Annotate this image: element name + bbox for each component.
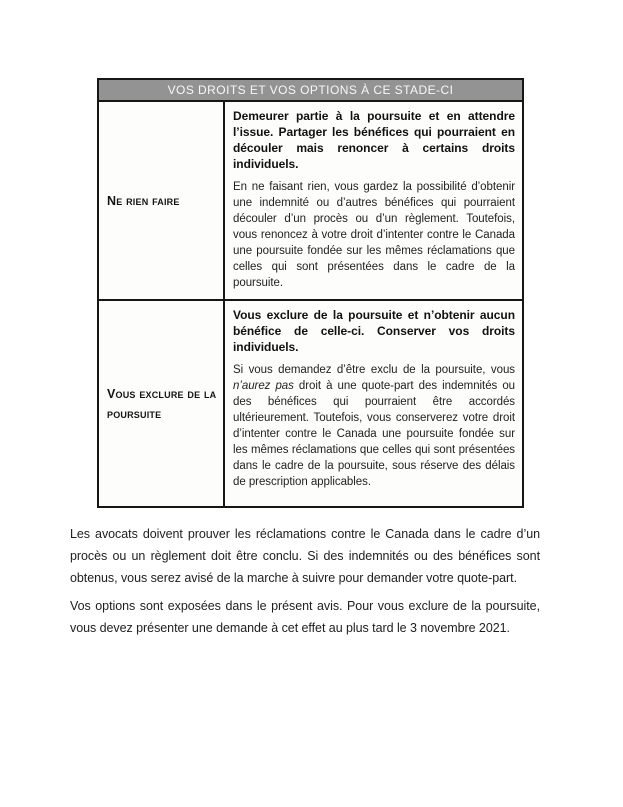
option-description-do-nothing: [225, 102, 522, 299]
table-row-do-nothing: [99, 102, 522, 301]
option-cell-opt-out: [99, 301, 225, 506]
opt-out-details: [233, 362, 515, 490]
option-label-do-nothing: Ne rien faire: [107, 193, 180, 208]
do-nothing-details: En ne faisant rien, vous gardez la possibilité d’obtenir une indemnité ou d’autres bénéfices qui pourraient découler d’un procès ou d’un règlement. Toutefois, vous renoncez à votre droit d’intenter contre le Canada une poursuite fondée sur les mêmes réclamations que celles qui sont présentées dans le cadre de la poursuite.: [233, 181, 515, 289]
do-nothing-summary-bold: Demeurer partie à la poursuite et en attendre l’issue. Partager les bénéfices qui pourraient en découler mais renoncer à certains droits individuels.: [233, 109, 515, 171]
notice-body-text: [70, 524, 540, 647]
table-row-opt-out: [99, 301, 522, 506]
opt-out-details-pre: Si vous demandez d’être exclu de la poursuite, vous: [233, 364, 515, 376]
opt-out-summary-bold: Vous exclure de la poursuite et n’obtenir aucun bénéfice de celle-ci. Conserver vos droits individuels.: [233, 308, 515, 354]
paragraph-lawyers-claims: Les avocats doivent prouver les réclamations contre le Canada dans le cadre d’un procès ou un règlement doit être conclu. Si des indemnités ou des bénéfices sont obtenus, vous serez avisé de la marche à suivre pour demander votre quote-part.: [70, 527, 540, 585]
option-label-opt-out: Vous exclure de la poursuite: [107, 386, 217, 421]
rights-options-table: [97, 78, 524, 508]
table-header-title: VOS DROITS ET VOS OPTIONS À CE STADE-CI: [99, 80, 522, 102]
opt-out-details-emphasis: n’aurez pas: [233, 380, 294, 392]
option-cell-do-nothing: [99, 102, 225, 299]
opt-out-details-post: droit à une quote-part des indemnités ou des bénéfices qui pourraient être accordés ultérieurement. Toutefois, vous conserverez votre droit d’intenter contre le Canada une poursuite fondée sur les mêmes réclamations que celles qui sont présentées dans le cadre de la poursuite, sous réserve des délais de prescription applicables.: [233, 380, 516, 488]
option-description-opt-out: [225, 301, 522, 506]
paragraph-options-deadline: Vos options sont exposées dans le présent avis. Pour vous exclure de la poursuite, vous devez présenter une demande à cet effet au plus tard le 3 novembre 2021.: [70, 599, 540, 636]
